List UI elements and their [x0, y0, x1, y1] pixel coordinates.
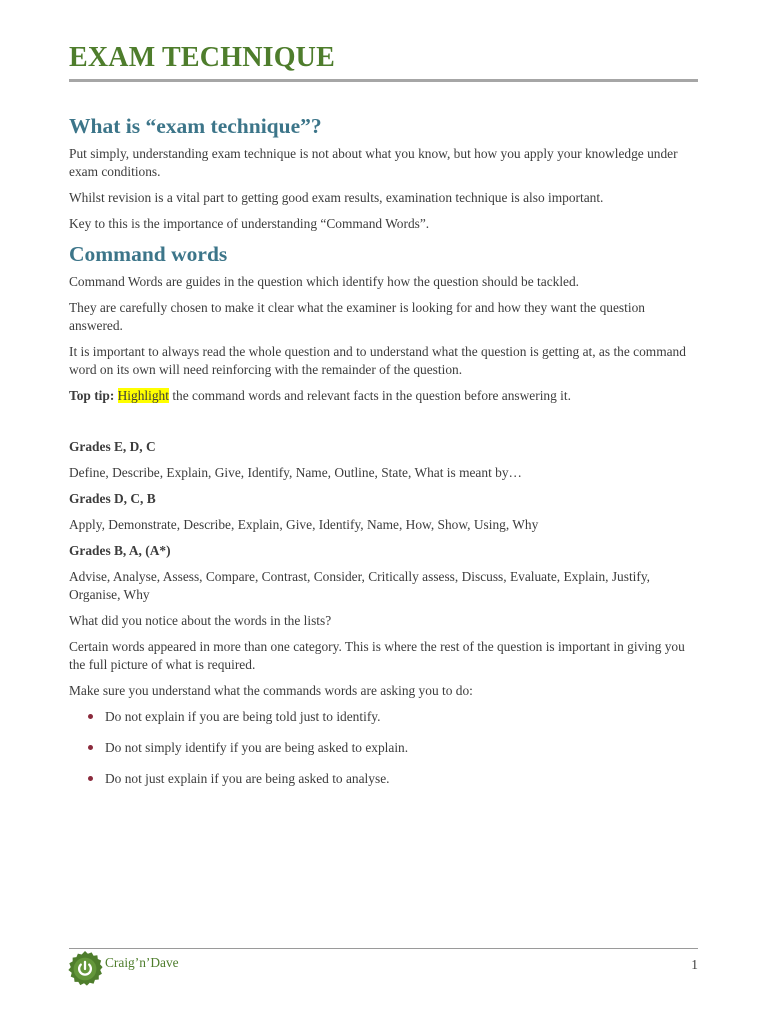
- paragraph: Key to this is the importance of understanding “Command Words”.: [69, 216, 430, 231]
- power-button-icon: [66, 950, 104, 988]
- grade-label: Grades E, D, C: [69, 439, 156, 454]
- paragraph: Command Words are guides in the question which identify how the question should be tackled.: [69, 274, 580, 289]
- grade-label: Grades D, C, B: [69, 491, 156, 506]
- paragraph: Whilst revision is a vital part to getting good exam results, examination technique is also important.: [69, 190, 604, 205]
- list-item: [69, 708, 698, 726]
- document-page: [69, 0, 698, 1024]
- footer-divider: [69, 948, 698, 949]
- section-heading-exam-technique: What is “exam technique”?: [69, 114, 322, 138]
- list-item-text: Do not explain if you are being told just to identify.: [105, 709, 381, 724]
- grade-words: Apply, Demonstrate, Describe, Explain, Give, Identify, Name, How, Show, Using, Why: [69, 517, 539, 532]
- list-item: [69, 739, 698, 757]
- paragraph: Put simply, understanding exam technique is not about what you know, but how you apply your knowledge under exam conditions.: [69, 146, 678, 179]
- paragraph: Make sure you understand what the commands words are asking you to do:: [69, 683, 473, 698]
- command-word-list: [69, 708, 698, 788]
- grade-words: Advise, Analyse, Assess, Compare, Contrast, Consider, Critically assess, Discuss, Evaluate, Explain, Justify, Organise, Why: [69, 569, 651, 602]
- bullet-icon: [88, 776, 93, 781]
- document-title: EXAM TECHNIQUE: [69, 42, 335, 73]
- grade-words: Define, Describe, Explain, Give, Identify, Name, Outline, State, What is meant by…: [69, 465, 522, 480]
- paragraph: They are carefully chosen to make it clear what the examiner is looking for and how they want the question answered.: [69, 300, 645, 333]
- bullet-icon: [88, 745, 93, 750]
- section-heading-command-words: Command words: [69, 242, 228, 266]
- footer-brand: Craig’n’Dave: [105, 955, 179, 970]
- grade-label: Grades B, A, (A*): [69, 543, 171, 558]
- bullet-icon: [88, 714, 93, 719]
- spacer: [69, 413, 698, 438]
- paragraph: It is important to always read the whole question and to understand what the question is getting at, as the command word on its own will need reinforcing with the remainder of the question.: [69, 344, 686, 377]
- paragraph: Certain words appeared in more than one category. This is where the rest of the question is important in giving you the full picture of what is required.: [69, 639, 685, 672]
- top-tip: [69, 387, 698, 405]
- highlighted-word: Highlight: [117, 388, 169, 403]
- list-item: [69, 770, 698, 788]
- title-divider: [69, 79, 698, 82]
- top-tip-label: Top tip:: [69, 388, 115, 403]
- document-body: [69, 113, 698, 801]
- page-number: 1: [691, 957, 698, 972]
- list-item-text: Do not just explain if you are being asked to analyse.: [105, 771, 390, 786]
- top-tip-text: the command words and relevant facts in the question before answering it.: [168, 388, 571, 403]
- list-item-text: Do not simply identify if you are being asked to explain.: [105, 740, 409, 755]
- paragraph: What did you notice about the words in the lists?: [69, 613, 332, 628]
